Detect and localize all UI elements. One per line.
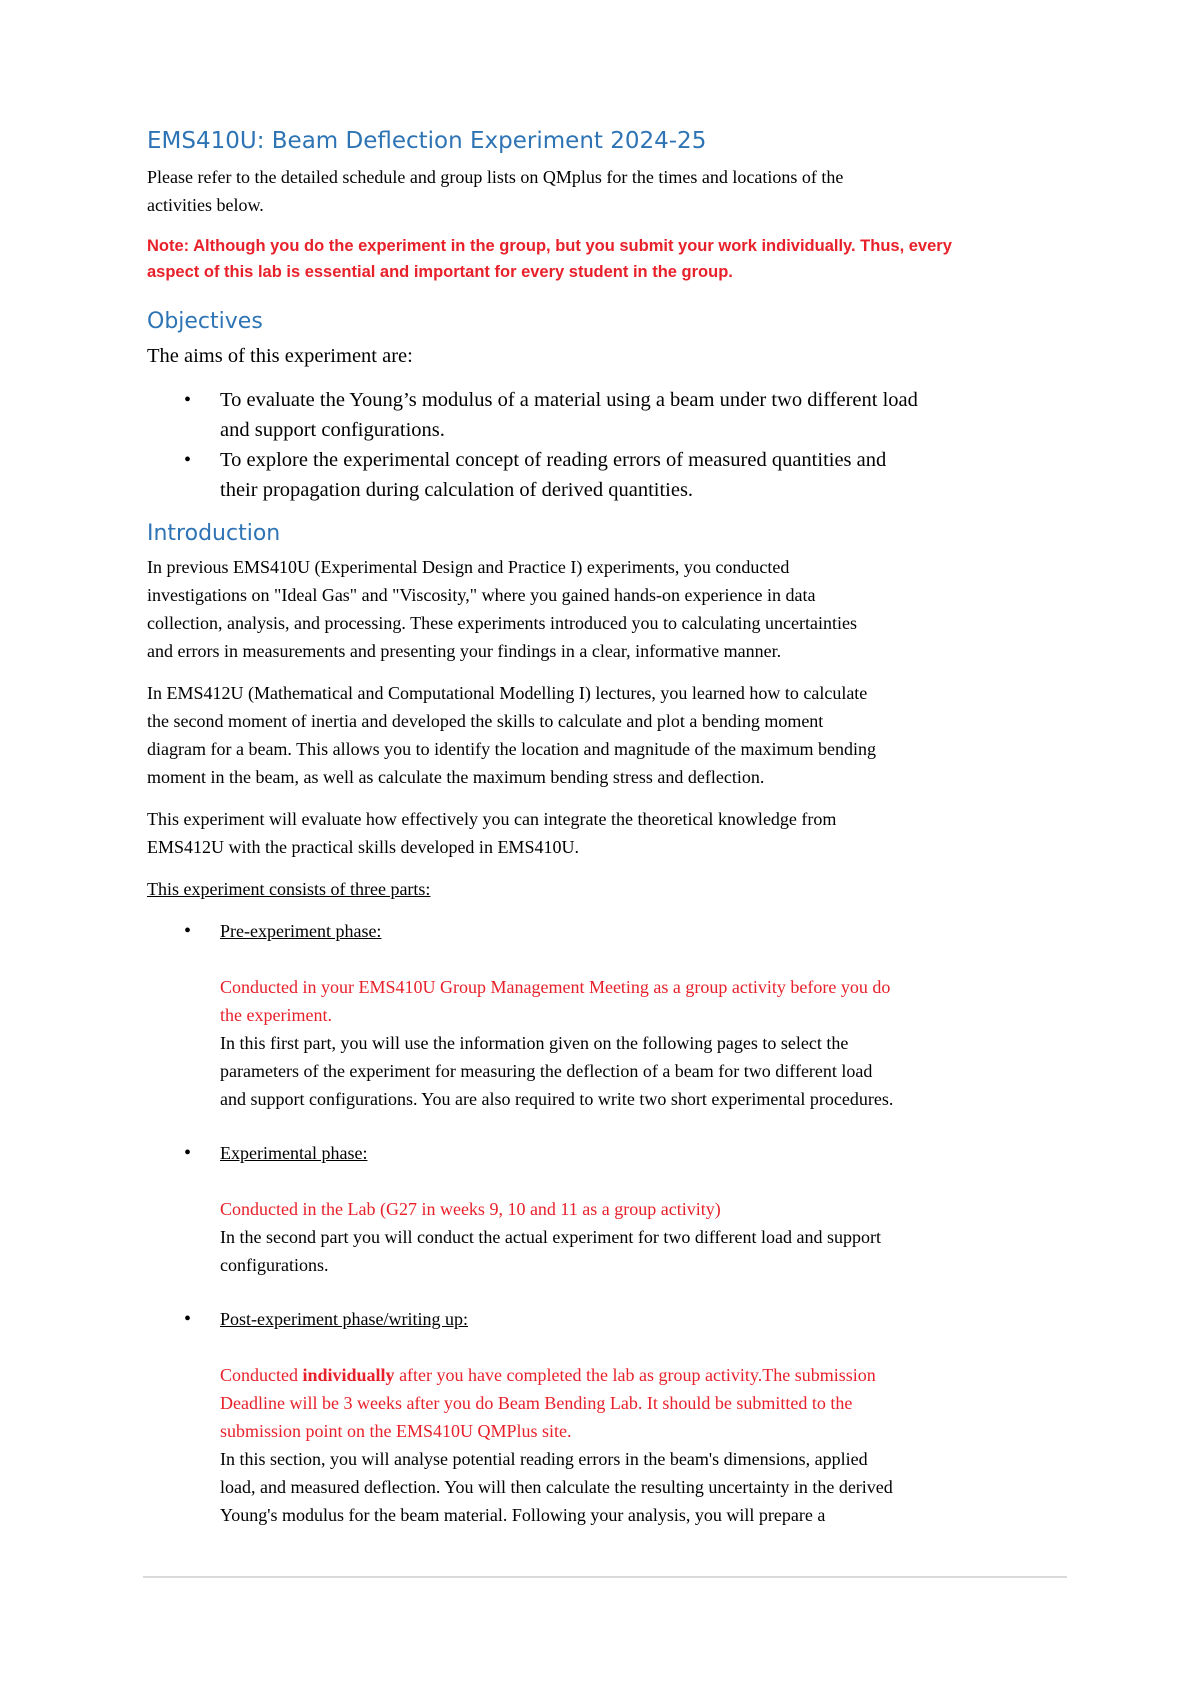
text-line: In EMS412U (Mathematical and Computational Modelling I) lectures, you learned how to calculate bbox=[147, 683, 868, 703]
text-line: the experiment. bbox=[220, 1005, 332, 1025]
text-line: and support configurations. You are also required to write two short experimental procedures. bbox=[220, 1089, 894, 1109]
text-line: and errors in measurements and presenting your findings in a clear, informative manner. bbox=[147, 641, 782, 661]
text-line: In this section, you will analyse potential reading errors in the beam's dimensions, applied bbox=[220, 1449, 868, 1469]
text-line: This experiment will evaluate how effectively you can integrate the theoretical knowledge from bbox=[147, 809, 837, 829]
part-item-pre-experiment bbox=[147, 917, 1067, 1113]
text-line: Note: Although you do the experiment in the group, but you submit your work individually. Thus, every bbox=[147, 237, 952, 255]
text-line: submission point on the EMS410U QMPlus site. bbox=[220, 1421, 572, 1441]
list-item bbox=[147, 385, 1067, 445]
text-fragment: Conducted bbox=[220, 1365, 303, 1385]
introduction-paragraph-3 bbox=[147, 805, 1067, 861]
text-line: the second moment of inertia and developed the skills to calculate and plot a bending moment bbox=[147, 711, 824, 731]
text-line: EMS412U with the practical skills developed in EMS410U. bbox=[147, 837, 579, 857]
parts-lead: This experiment consists of three parts: bbox=[147, 879, 431, 899]
document-title: EMS410U: Beam Deflection Experiment 2024-25 bbox=[147, 128, 707, 154]
text-line: To evaluate the Young’s modulus of a material using a beam under two different load bbox=[220, 389, 918, 411]
part-item-post-experiment bbox=[147, 1305, 1067, 1529]
introduction-paragraph-2 bbox=[147, 679, 1067, 791]
page-content bbox=[147, 125, 1067, 1529]
part-label: Pre-experiment phase: bbox=[220, 921, 382, 941]
text-line: collection, analysis, and processing. These experiments introduced you to calculating uncertainties bbox=[147, 613, 857, 633]
text-line: investigations on "Ideal Gas" and "Viscosity," where you gained hands-on experience in data bbox=[147, 585, 816, 605]
text-fragment: after you have completed the lab as group activity.The submission bbox=[394, 1365, 876, 1385]
objectives-list bbox=[147, 385, 1067, 505]
text-line: activities below. bbox=[147, 195, 264, 215]
part-item-experimental bbox=[147, 1139, 1067, 1279]
text-line bbox=[220, 1365, 876, 1385]
text-line: Conducted in your EMS410U Group Management Meeting as a group activity before you do bbox=[220, 977, 891, 997]
objectives-lead: The aims of this experiment are: bbox=[147, 345, 413, 367]
text-line: In this first part, you will use the information given on the following pages to select the bbox=[220, 1033, 849, 1053]
objectives-heading: Objectives bbox=[147, 309, 263, 334]
text-line: Deadline will be 3 weeks after you do Beam Bending Lab. It should be submitted to the bbox=[220, 1393, 853, 1413]
introduction-paragraph-1 bbox=[147, 553, 1067, 665]
text-line: load, and measured deflection. You will then calculate the resulting uncertainty in the derived bbox=[220, 1477, 893, 1497]
text-line: Please refer to the detailed schedule and group lists on QMplus for the times and locations of the bbox=[147, 167, 844, 187]
text-line: In previous EMS410U (Experimental Design and Practice I) experiments, you conducted bbox=[147, 557, 790, 577]
text-line: Conducted in the Lab (G27 in weeks 9, 10 and 11 as a group activity) bbox=[220, 1199, 721, 1219]
text-line: In the second part you will conduct the actual experiment for two different load and support bbox=[220, 1227, 881, 1247]
text-line: parameters of the experiment for measuring the deflection of a beam for two different load bbox=[220, 1061, 873, 1081]
text-line: diagram for a beam. This allows you to identify the location and magnitude of the maximum bending bbox=[147, 739, 876, 759]
note-paragraph bbox=[147, 233, 1067, 285]
part-label: Experimental phase: bbox=[220, 1143, 368, 1163]
list-item bbox=[147, 445, 1067, 505]
text-line: To explore the experimental concept of reading errors of measured quantities and bbox=[220, 449, 887, 471]
text-line: and support configurations. bbox=[220, 419, 445, 441]
parts-list bbox=[147, 917, 1067, 1529]
introduction-heading: Introduction bbox=[147, 521, 281, 546]
intro-paragraph bbox=[147, 163, 1067, 219]
text-line: Young's modulus for the beam material. Following your analysis, you will prepare a bbox=[220, 1505, 826, 1525]
part-label: Post-experiment phase/writing up: bbox=[220, 1309, 468, 1329]
text-line: their propagation during calculation of derived quantities. bbox=[220, 479, 694, 501]
text-line: moment in the beam, as well as calculate the maximum bending stress and deflection. bbox=[147, 767, 765, 787]
footer-divider bbox=[143, 1576, 1067, 1578]
emphasis-individually: individually bbox=[302, 1365, 395, 1385]
text-line: aspect of this lab is essential and important for every student in the group. bbox=[147, 263, 733, 281]
text-line: configurations. bbox=[220, 1255, 329, 1275]
